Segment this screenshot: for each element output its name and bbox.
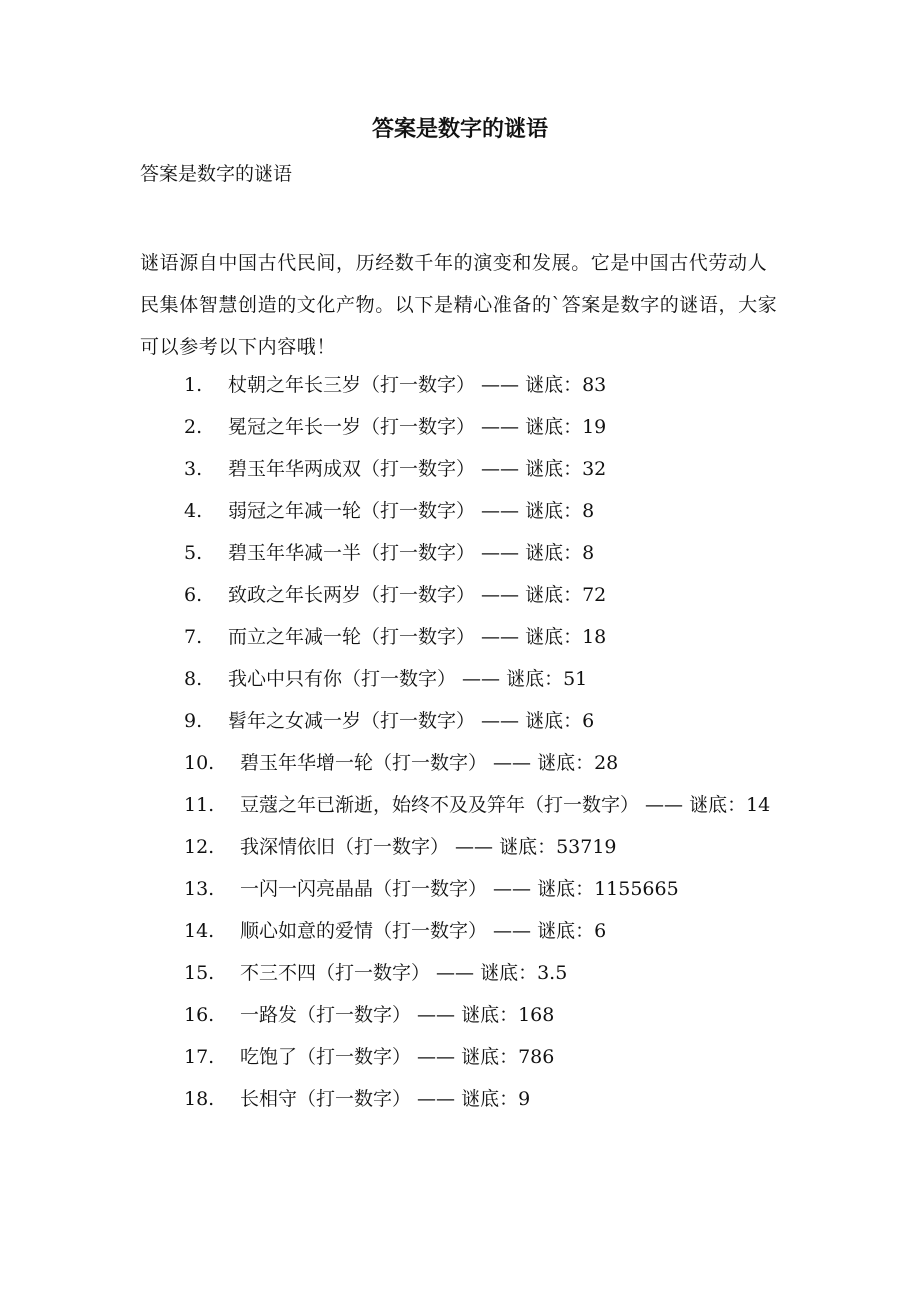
riddle-number: 12. — [184, 836, 215, 858]
riddle-text: 我深情依旧（打一数字） —— 谜底：53719 — [240, 836, 617, 858]
riddle-item-5 — [140, 532, 780, 574]
riddle-item-4 — [140, 490, 780, 532]
riddle-text: 吃饱了（打一数字） —— 谜底：786 — [240, 1046, 555, 1068]
riddle-number: 2. — [184, 416, 203, 438]
riddle-item-11 — [140, 784, 780, 826]
riddle-text: 我心中只有你（打一数字） —— 谜底：51 — [228, 668, 588, 690]
riddle-item-17 — [140, 1036, 780, 1078]
riddle-item-2 — [140, 406, 780, 448]
riddle-text: 髫年之女减一岁（打一数字） —— 谜底：6 — [228, 710, 595, 732]
riddle-number: 13. — [184, 878, 215, 900]
riddle-text: 碧玉年华增一轮（打一数字） —— 谜底：28 — [240, 752, 619, 774]
riddle-item-15 — [140, 952, 780, 994]
riddle-item-16 — [140, 994, 780, 1036]
riddle-text: 一路发（打一数字） —— 谜底：168 — [240, 1004, 555, 1026]
riddle-item-14 — [140, 910, 780, 952]
riddle-text: 碧玉年华减一半（打一数字） —— 谜底：8 — [228, 542, 595, 564]
riddle-item-10 — [140, 742, 780, 784]
riddle-number: 16. — [184, 1004, 215, 1026]
riddle-text: 杖朝之年长三岁（打一数字） —— 谜底：83 — [228, 374, 607, 396]
riddle-number: 8. — [184, 668, 203, 690]
riddle-item-13 — [140, 868, 780, 910]
document-title: 答案是数字的谜语 — [371, 116, 548, 142]
riddle-number: 18. — [184, 1088, 215, 1110]
riddle-item-3 — [140, 448, 780, 490]
riddle-number: 1. — [184, 374, 203, 396]
riddle-number: 3. — [184, 458, 203, 480]
riddle-item-6 — [140, 574, 780, 616]
riddle-text: 豆蔻之年已渐逝，始终不及及笄年（打一数字） —— 谜底：14 — [240, 794, 771, 816]
riddle-number: 9. — [184, 710, 203, 732]
riddle-number: 7. — [184, 626, 203, 648]
riddle-item-9 — [140, 700, 780, 742]
riddle-text: 冕冠之年长一岁（打一数字） —— 谜底：19 — [228, 416, 607, 438]
riddle-number: 11. — [184, 794, 215, 816]
riddle-text: 长相守（打一数字） —— 谜底：9 — [240, 1088, 531, 1110]
riddle-item-18 — [140, 1078, 780, 1120]
riddle-text: 顺心如意的爱情（打一数字） —— 谜底：6 — [240, 920, 607, 942]
riddle-item-8 — [140, 658, 780, 700]
riddle-text: 碧玉年华两成双（打一数字） —— 谜底：32 — [228, 458, 607, 480]
riddle-text: 致政之年长两岁（打一数字） —— 谜底：72 — [228, 584, 607, 606]
riddle-number: 15. — [184, 962, 215, 984]
riddle-number: 14. — [184, 920, 215, 942]
riddle-item-1 — [140, 364, 780, 406]
riddle-number: 10. — [184, 752, 215, 774]
riddle-text: 弱冠之年减一轮（打一数字） —— 谜底：8 — [228, 500, 595, 522]
riddle-text: 不三不四（打一数字） —— 谜底：3.5 — [240, 962, 568, 984]
riddle-item-12 — [140, 826, 780, 868]
riddle-text: 一闪一闪亮晶晶（打一数字） —— 谜底：1155665 — [240, 878, 679, 900]
riddle-list — [140, 364, 780, 1120]
riddle-number: 5. — [184, 542, 203, 564]
riddle-number: 4. — [184, 500, 203, 522]
riddle-text: 而立之年减一轮（打一数字） —— 谜底：18 — [228, 626, 607, 648]
intro-paragraph: 谜语源自中国古代民间，历经数千年的演变和发展。它是中国古代劳动人民集体智慧创造的文化产物。以下是精心准备的`答案是数字的谜语，大家可以参考以下内容哦！ — [140, 252, 778, 358]
riddle-number: 6. — [184, 584, 203, 606]
document-subtitle: 答案是数字的谜语 — [140, 163, 293, 185]
riddle-number: 17. — [184, 1046, 215, 1068]
riddle-item-7 — [140, 616, 780, 658]
